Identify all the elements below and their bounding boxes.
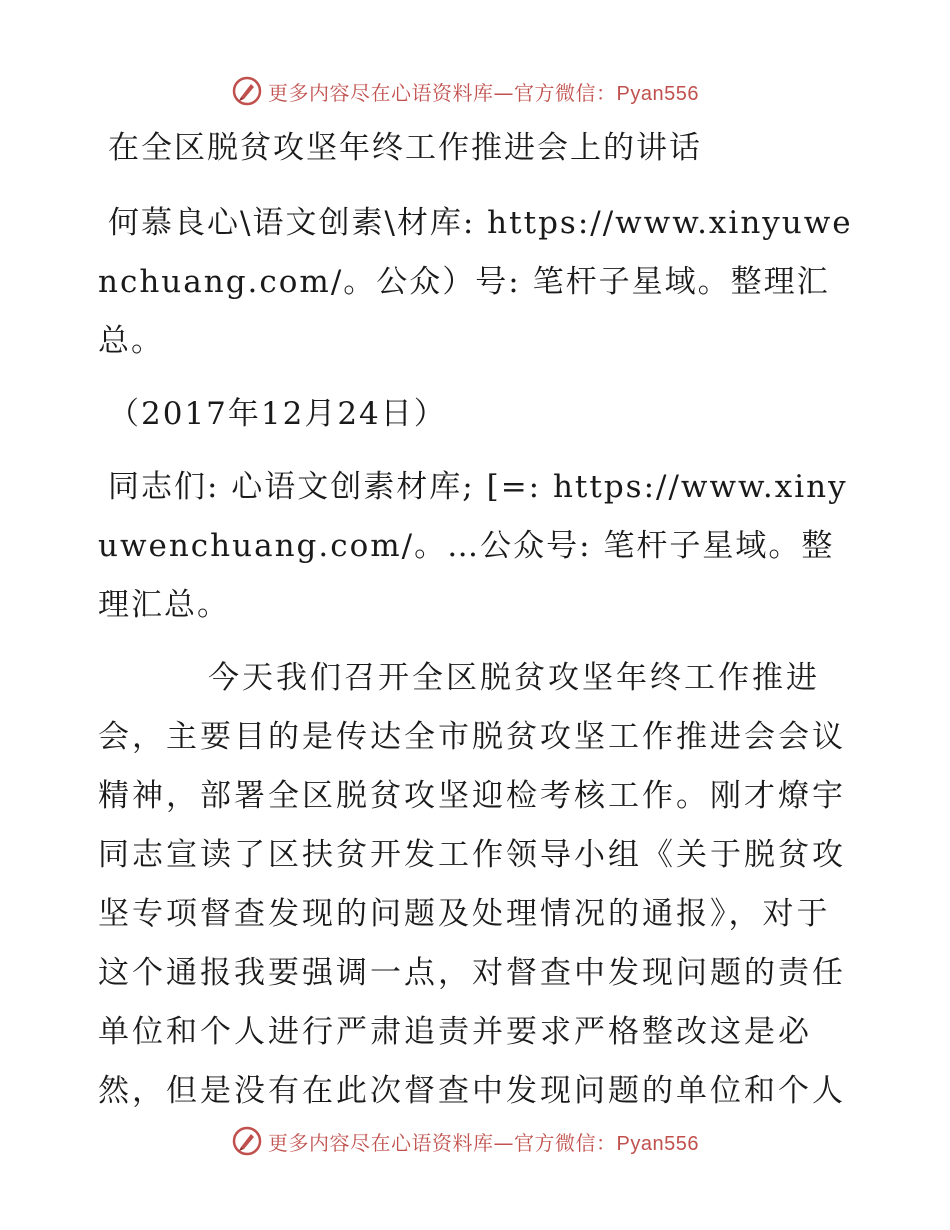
body-paragraph: 今天我们召开全区脱贫攻坚年终工作推进会，主要目的是传达全市脱贫攻坚工作推进会会议精神，部署全区脱贫攻坚迎检考核工作。刚才燎宇同志宣读了区扶贫开发工作领导小组《关于脱贫攻坚专项督查发现的问题及处理情况的通报》，对于这个通报我要强调一点，对督查中发现问题的责任单位和个人进行严肃追责并要求严格整改这是必然，但是没有在此次督查中发现问题的单位和个人 <box>98 660 846 1109</box>
pen-circle-logo-icon <box>232 1126 262 1156</box>
banner-wechat-label: 官方微信： <box>514 80 617 105</box>
banner-wechat-id: Pyan556 <box>616 82 699 105</box>
banner-separator: — <box>493 1130 514 1155</box>
banner-wechat-label: 官方微信： <box>514 1130 617 1155</box>
pen-circle-logo-icon <box>232 76 262 106</box>
header-banner <box>232 74 699 108</box>
greeting-line: 同志们: 心语文创素材库; [=: https://www.xinyuwenchuang.com/。…公众号: 笔杆子星域。整理汇总。 <box>98 469 848 623</box>
banner-slogan: 更多内容尽在心语资料库 <box>268 80 494 105</box>
banner-slogan: 更多内容尽在心语资料库 <box>268 1130 494 1155</box>
banner-wechat-id: Pyan556 <box>616 1132 699 1155</box>
footer-banner <box>232 1124 699 1158</box>
document-title: 在全区脱贫攻坚年终工作推进会上的讲话 <box>108 130 702 166</box>
banner-separator: — <box>493 80 514 105</box>
document-body <box>98 124 858 1121</box>
source-line: 何慕良心\语文创素\材库: https://www.xinyuwenchuang.com/。公众）号: 笔杆子星域。整理汇总。 <box>98 205 853 359</box>
banner-text <box>268 1127 699 1156</box>
banner-text <box>268 77 699 106</box>
document-date: （2017年12月24日） <box>108 396 447 432</box>
